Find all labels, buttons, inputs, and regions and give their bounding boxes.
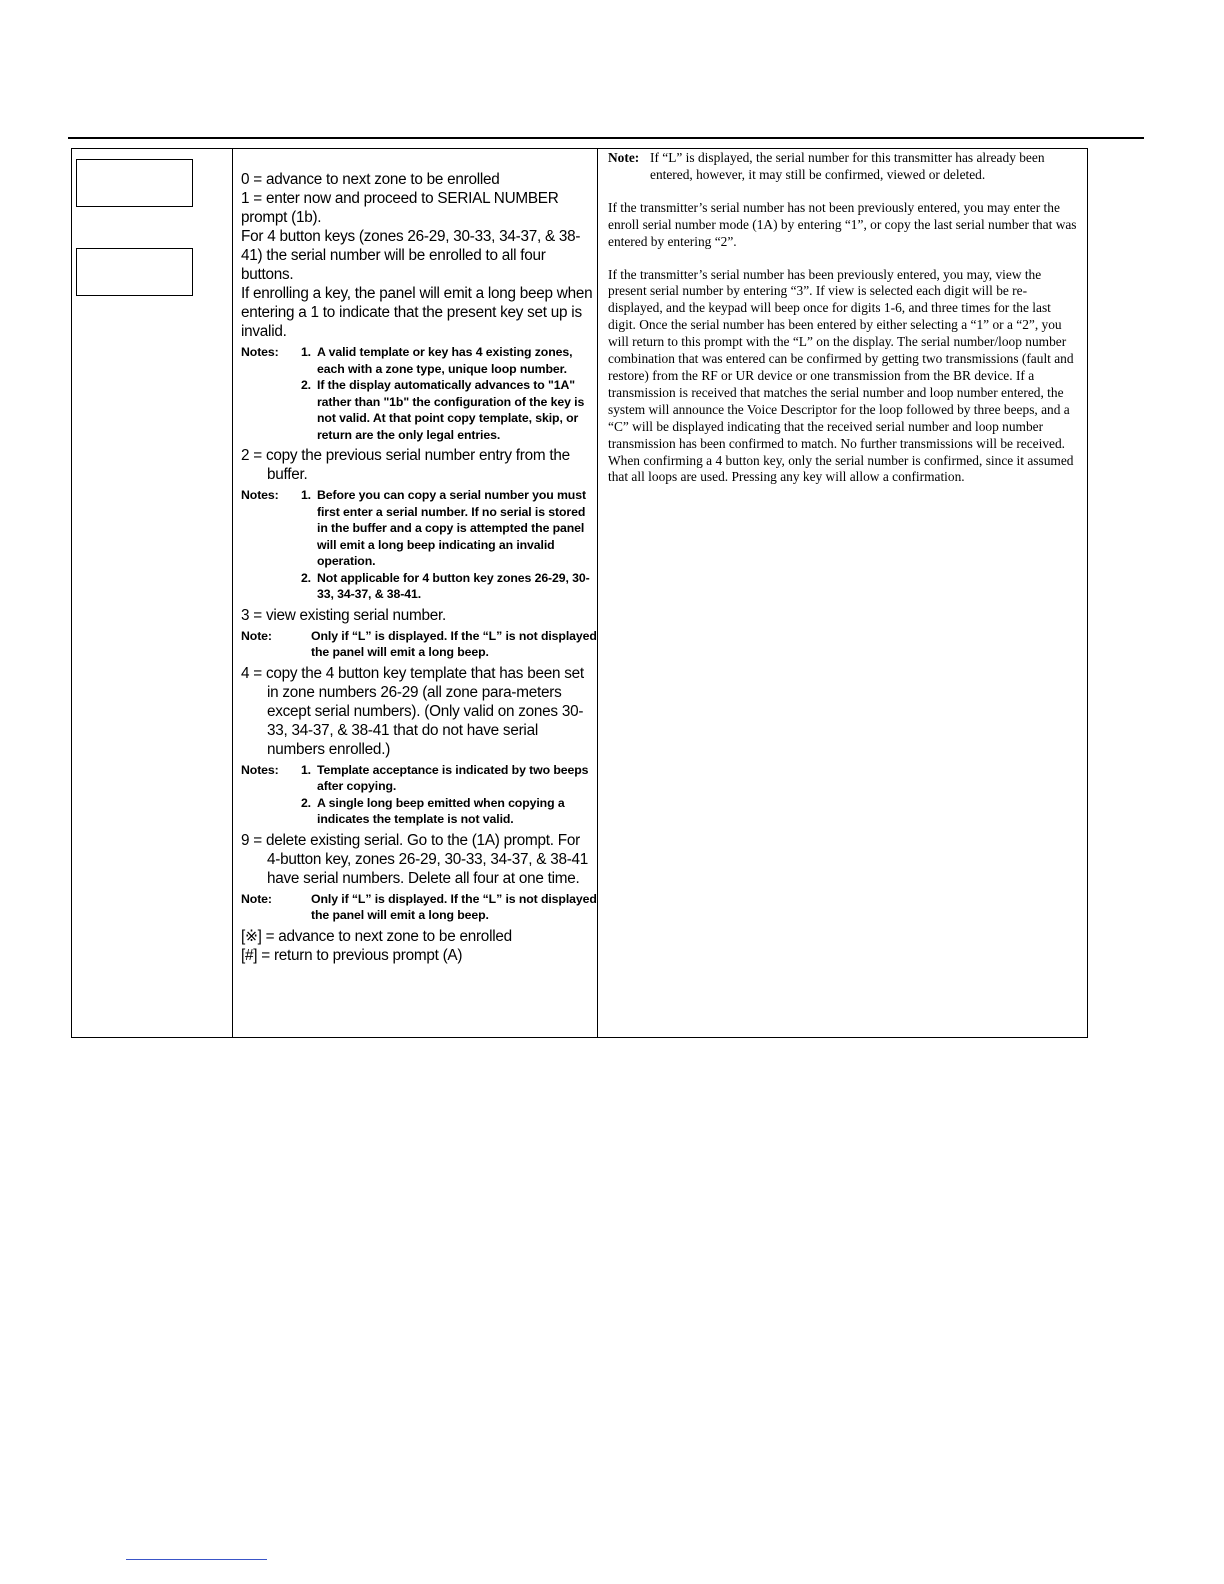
- note-text: If “L” is displayed, the serial number for this transmitter has already been entered, however, it may still be confirmed, viewed or deleted.: [650, 150, 1045, 182]
- notes-option-1: [241, 344, 597, 443]
- lcd-display-box-2: [76, 248, 193, 296]
- option-1-key-warning: If enrolling a key, the panel will emit a long beep when entering a 1 to indicate that the present key set up is invalid.: [241, 285, 593, 340]
- note-number: 1.: [300, 762, 311, 777]
- note-label: Note:: [608, 150, 640, 165]
- note-option-9: [241, 891, 597, 924]
- option-4: 4 = copy the 4 button key template that has been set in zone numbers 26-29 (all zone para-meters except serial numbers). (Only valid on zones 30-33, 34-37, & 38-41 that do not have serial numbers enrolled.): [241, 664, 584, 758]
- note-number: 2.: [300, 570, 311, 585]
- option-3: 3 = view existing serial number.: [241, 606, 446, 624]
- option-hash: [#] = return to previous prompt (A): [241, 946, 463, 964]
- note-number: 1.: [300, 345, 311, 359]
- options-column: [233, 149, 598, 1037]
- note-text: Not applicable for 4 button key zones 26-29, 30-33, 34-37, & 38-41.: [317, 570, 590, 601]
- note-number: 1.: [300, 488, 311, 502]
- explanation-note: [608, 150, 1078, 184]
- option-9: 9 = delete existing serial. Go to the (1A) prompt. For 4-button key, zones 26-29, 30-33, 34-37, & 38-41 have serial numbers. Delete all four at one time.: [241, 831, 589, 887]
- explanation-paragraph-2: If the transmitter’s serial number has been previously entered, you may, view the present serial number by entering “3”. If view is selected each digit will be re-displayed, and the keypad will beep once for digits 1-6, and three times for the last digit. Once the serial number has been entered by either selecting a “1” or a “2”, you will return to this prompt with the “L” on the display. The serial number/loop number combination that was entered can be confirmed by getting two transmissions (fault and restore) from the RF or UR device or one transmission from the BR device. If a transmission is received that matches the serial number and loop number entered, the system will announce the Voice Descriptor for the loop followed by three beeps, and a “C” will be displayed indicating that the received serial number and loop number transmission has been confirmed to match. No further transmissions will be received. When confirming a 4 button key, only the serial number is confirmed, since it assumed that all loops are used. Pressing any key will allow a confirmation.: [608, 266, 1074, 485]
- note-text: Before you can copy a serial number you must first enter a serial number. If no serial is stored in the buffer and a copy is attempted the panel will emit a long beep indicating an invalid operation.: [317, 488, 586, 568]
- note-text: A valid template or key has 4 existing zones, each with a zone type, unique loop number.: [317, 345, 573, 376]
- notes-option-2: [241, 487, 597, 603]
- note-text: Template acceptance is indicated by two beeps after copying.: [317, 762, 589, 793]
- top-rule: [68, 137, 1144, 139]
- note-number: 2.: [300, 378, 311, 392]
- display-column: [72, 149, 233, 1037]
- lcd-display-box-1: [76, 159, 193, 207]
- note-option-3: [241, 628, 597, 661]
- option-1-four-button: For 4 button keys (zones 26-29, 30-33, 34-37, & 38-41) the serial number will be enrolled to all four buttons.: [241, 228, 581, 283]
- notes-label: Notes:: [241, 488, 279, 502]
- note-text: If the display automatically advances to "1A" rather than "1b" the configuration of the key is not valid. At that point copy template, skip, or return are the only legal entries.: [317, 378, 585, 442]
- notes-label: Notes:: [241, 345, 279, 359]
- option-2: 2 = copy the previous serial number entry from the buffer.: [241, 447, 570, 483]
- notes-option-4: [241, 762, 597, 828]
- note-text: A single long beep emitted when copying a indicates the template is not valid.: [317, 795, 565, 826]
- note-text: Only if “L” is displayed. If the “L” is not displayed the panel will emit a long beep.: [311, 891, 597, 922]
- note-label: Note:: [241, 628, 272, 643]
- option-star: [※] = advance to next zone to be enrolled: [241, 927, 512, 945]
- option-0: 0 = advance to next zone to be enrolled: [241, 171, 500, 188]
- prompt-table: [71, 148, 1088, 1038]
- explanation-column: [598, 149, 1087, 1037]
- note-text: Only if “L” is displayed. If the “L” is not displayed the panel will emit a long beep.: [311, 628, 597, 659]
- note-number: 2.: [300, 795, 311, 810]
- option-1: 1 = enter now and proceed to SERIAL NUMBER prompt (1b).: [241, 190, 559, 226]
- note-label: Note:: [241, 891, 272, 906]
- footer-link-rule: [126, 1559, 267, 1560]
- explanation-paragraph-1: If the transmitter’s serial number has not been previously entered, you may enter the enroll serial number mode (1A) by entering “1”, or copy the last serial number that was entered by entering “2”.: [608, 199, 1077, 249]
- notes-label: Notes:: [241, 762, 279, 777]
